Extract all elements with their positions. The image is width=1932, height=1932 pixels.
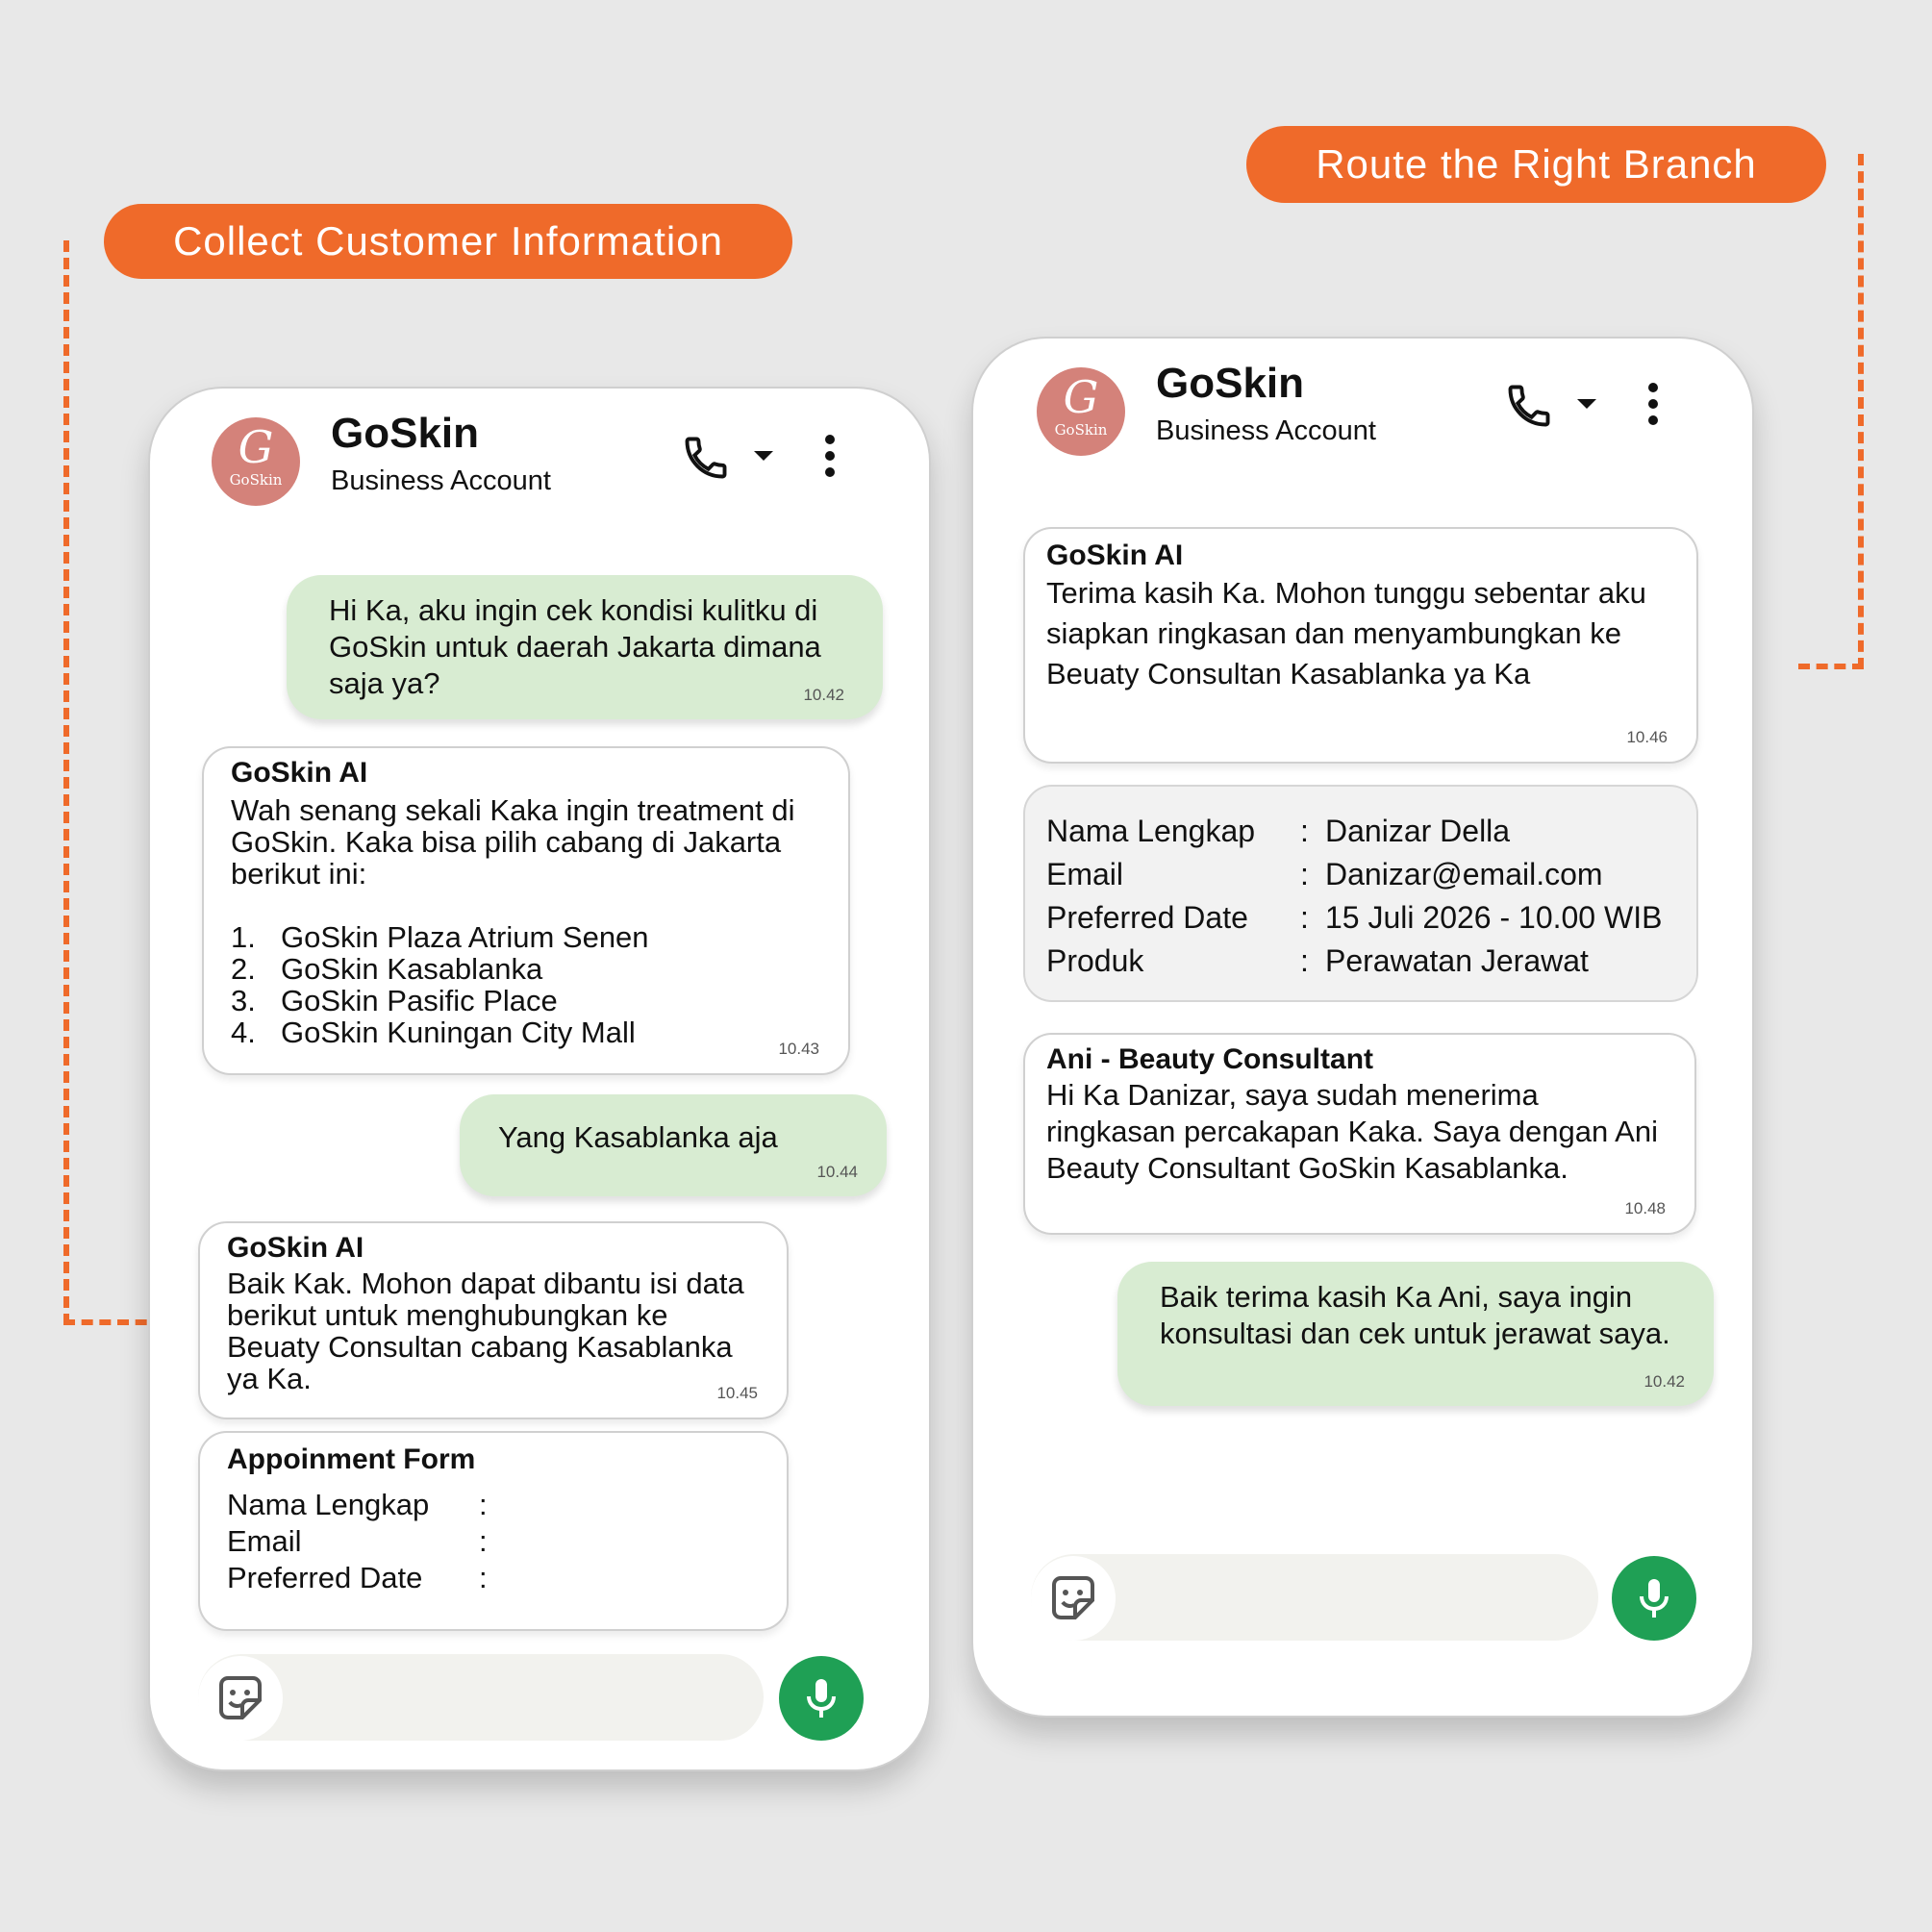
message-sender: GoSkin AI	[1046, 539, 1184, 571]
customer-summary	[1023, 785, 1698, 1002]
left-phone	[148, 387, 931, 1771]
sticker-button[interactable]	[198, 1656, 283, 1741]
mic-button[interactable]	[1612, 1556, 1696, 1641]
contact-name: GoSkin	[331, 410, 480, 457]
message-sender: Ani - Beauty Consultant	[1046, 1043, 1374, 1075]
sticker-icon	[198, 1656, 283, 1741]
avatar: G GoSkin	[212, 417, 300, 506]
form-row-nama: Nama Lengkap :	[227, 1488, 488, 1521]
message-text: Terima kasih Ka. Mohon tunggu sebentar aku siapkan ringkasan dan menyambungkan ke Beuaty Consultan Kasablanka ya Ka	[1046, 576, 1646, 690]
message-input[interactable]	[198, 1654, 764, 1741]
message-time: 10.46	[1626, 728, 1668, 746]
message-time: 10.45	[716, 1384, 758, 1402]
sticker-icon	[1031, 1556, 1116, 1641]
form-row-email: Email :	[227, 1524, 488, 1558]
caret-down-icon[interactable]	[1575, 396, 1598, 412]
contact-name: GoSkin	[1156, 360, 1305, 407]
more-vertical-icon[interactable]	[1646, 381, 1660, 427]
message-time: 10.44	[816, 1163, 858, 1181]
list-item: 2. GoSkin Kasablanka	[231, 952, 543, 986]
message-sender: GoSkin AI	[231, 757, 368, 789]
label-right-text: Route the Right Branch	[1316, 141, 1757, 187]
label-collect-customer-information	[104, 204, 792, 279]
message-text: Hi Ka Danizar, saya sudah menerima ringkasan percakapan Kaka. Saya dengan Ani Beauty Consultant GoSkin Kasablanka.	[1046, 1078, 1658, 1185]
form-title: Appoinment Form	[227, 1443, 476, 1475]
message-text: Wah senang sekali Kaka ingin treatment di GoSkin. Kaka bisa pilih cabang di Jakarta berikut ini:	[231, 793, 795, 891]
form-row-date: Preferred Date :	[227, 1561, 488, 1594]
list-item: 3. GoSkin Pasific Place	[231, 984, 558, 1017]
message-incoming	[1023, 1033, 1696, 1235]
avatar: G GoSkin	[1037, 367, 1125, 456]
message-outgoing	[287, 575, 883, 719]
message-incoming	[202, 746, 850, 1075]
appointment-form	[198, 1431, 789, 1631]
message-incoming	[198, 1221, 789, 1419]
phone-icon[interactable]	[681, 433, 731, 483]
message-outgoing	[460, 1094, 887, 1196]
mic-button[interactable]	[779, 1656, 864, 1741]
message-text: Baik Kak. Mohon dapat dibantu isi data berikut untuk menghubungkan ke Beuaty Consultan cabang Kasablanka ya Ka.	[227, 1267, 744, 1395]
label-left-text: Collect Customer Information	[173, 218, 723, 263]
message-time: 10.42	[1643, 1372, 1685, 1391]
message-text: Yang Kasablanka aja	[498, 1120, 778, 1154]
microphone-icon	[779, 1656, 864, 1741]
message-sender: GoSkin AI	[227, 1232, 364, 1264]
right-dashed-connector	[1798, 154, 1864, 669]
summary-row-produk: Produk : Perawatan Jerawat	[1046, 943, 1589, 978]
sticker-button[interactable]	[1031, 1556, 1116, 1641]
summary-row-nama: Nama Lengkap : Danizar Della	[1046, 814, 1511, 848]
branch-list	[231, 921, 821, 1048]
message-time: 10.43	[778, 1040, 819, 1058]
list-item: 4. GoSkin Kuningan City Mall	[231, 1016, 636, 1049]
list-item: 1. GoSkin Plaza Atrium Senen	[231, 920, 649, 954]
right-phone	[971, 337, 1754, 1718]
summary-row-date: Preferred Date : 15 Juli 2026 - 10.00 WIB	[1046, 900, 1663, 935]
label-route-the-right-branch	[1246, 126, 1826, 203]
message-time: 10.42	[803, 686, 844, 704]
message-outgoing	[1117, 1262, 1714, 1406]
contact-subtitle: Business Account	[331, 465, 551, 496]
contact-subtitle: Business Account	[1156, 415, 1376, 446]
message-input[interactable]	[1031, 1554, 1598, 1641]
message-time: 10.48	[1624, 1199, 1666, 1217]
caret-down-icon[interactable]	[752, 448, 775, 464]
message-text: Baik terima kasih Ka Ani, saya ingin konsultasi dan cek untuk jerawat saya.	[1160, 1280, 1670, 1350]
message-incoming	[1023, 527, 1698, 764]
phone-icon[interactable]	[1504, 381, 1554, 431]
message-text: Hi Ka, aku ingin cek kondisi kulitku di GoSkin untuk daerah Jakarta dimana saja ya?	[329, 593, 821, 700]
summary-row-email: Email : Danizar@email.com	[1046, 857, 1603, 891]
microphone-icon	[1612, 1556, 1696, 1641]
more-vertical-icon[interactable]	[823, 433, 837, 479]
